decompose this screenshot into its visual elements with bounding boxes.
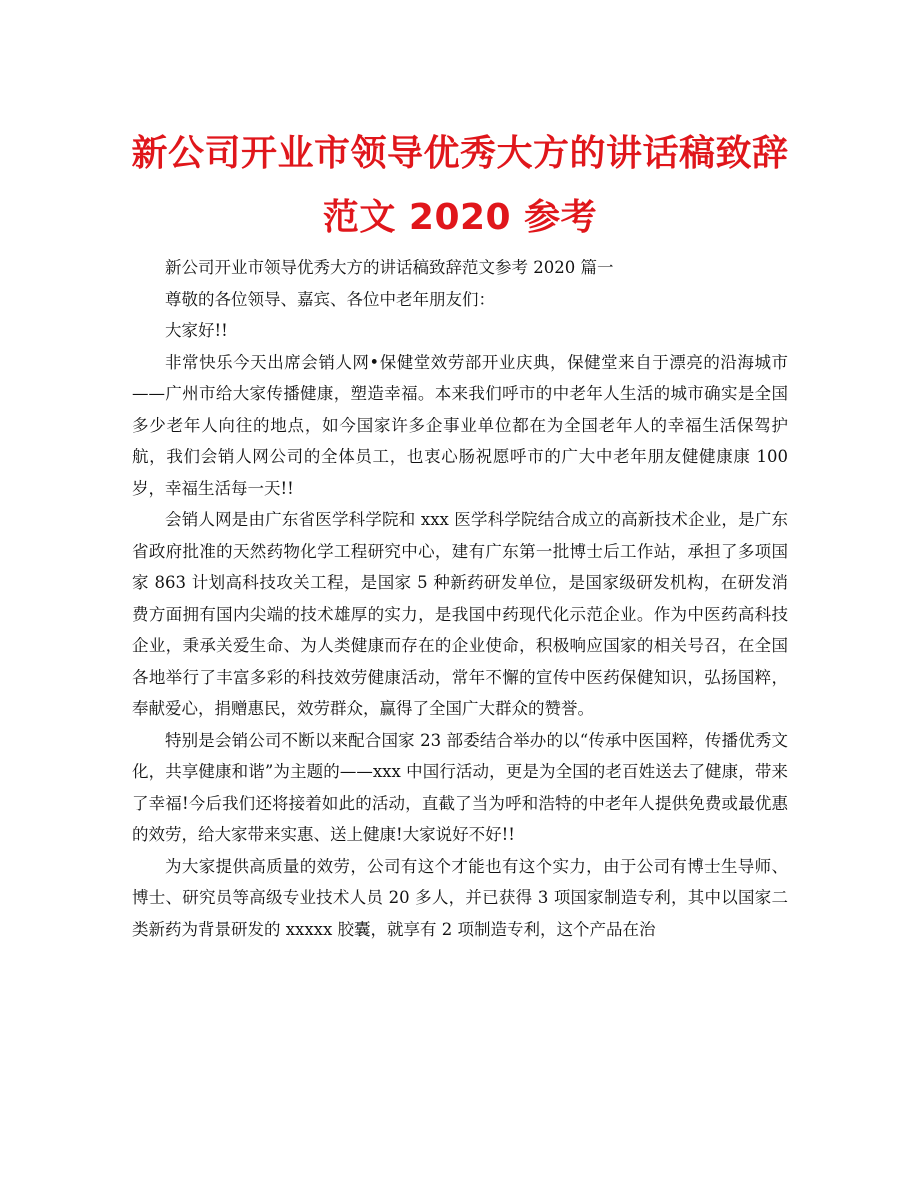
document-body (132, 252, 788, 945)
paragraph: 会销人网是由广东省医学科学院和 xxx 医学科学院结合成立的高新技术企业，是广东省政府批准的天然药物化学工程研究中心，建有广东第一批博士后工作站，承担了多项国家 863 计划高科技攻关工程，是国家 5 种新药研发单位，是国家级研发机构，在研发消费方面拥有国内尖端的技术雄厚的实力，是我国中药现代化示范企业。作为中医药高科技企业，秉承关爱生命、为人类健康而存在的企业使命，积极响应国家的相关号召，在全国各地举行了丰富多彩的科技效劳健康活动，常年不懈的宣传中医药保健知识，弘扬国粹，奉献爱心，捐赠惠民，效劳群众，赢得了全国广大群众的赞誉。 (132, 510, 788, 718)
paragraph: 特别是会销公司不断以来配合国家 23 部委结合举办的以“传承中医国粹，传播优秀文化，共享健康和谐”为主题的——xxx 中国行活动，更是为全国的老百姓送去了健康，带来了幸福!今后我们还将接着如此的活动，直截了当为呼和浩特的中老年人提供免费或最优惠的效劳，给大家带来实惠、送上健康!大家说好不好!! (132, 730, 788, 844)
paragraph: 非常快乐今天出席会销人网•保健堂效劳部开业庆典，保健堂来自于漂亮的沿海城市——广州市给大家传播健康，塑造幸福。本来我们呼市的中老年人生活的城市确实是全国多少老年人向往的地点，如今国家许多企事业单位都在为全国老年人的幸福生活保驾护航，我们会销人网公司的全体员工，也衷心肠祝愿呼市的广大中老年朋友健健康康 100 岁，幸福生活每一天!! (132, 352, 788, 498)
paragraph-subtitle: 新公司开业市领导优秀大方的讲话稿致辞范文参考 2020 篇一 (165, 258, 614, 277)
document-title-line-1: 新公司开业市领导优秀大方的讲话稿致辞 (131, 133, 789, 174)
document-title-line-2: 范文 2020 参考 (322, 197, 598, 238)
paragraph-salutation: 尊敬的各位领导、嘉宾、各位中老年朋友们： (165, 289, 495, 309)
paragraph: 为大家提供高质量的效劳，公司有这个才能也有这个实力，由于公司有博士生导师、博士、研究员等高级专业技术人员 20 多人，并已获得 3 项国家制造专利，其中以国家二类新药为背景研发的 xxxxx 胶囊，就享有 2 项制造专利，这个产品在治 (132, 856, 788, 939)
paragraph-greeting: 大家好!! (165, 321, 228, 340)
